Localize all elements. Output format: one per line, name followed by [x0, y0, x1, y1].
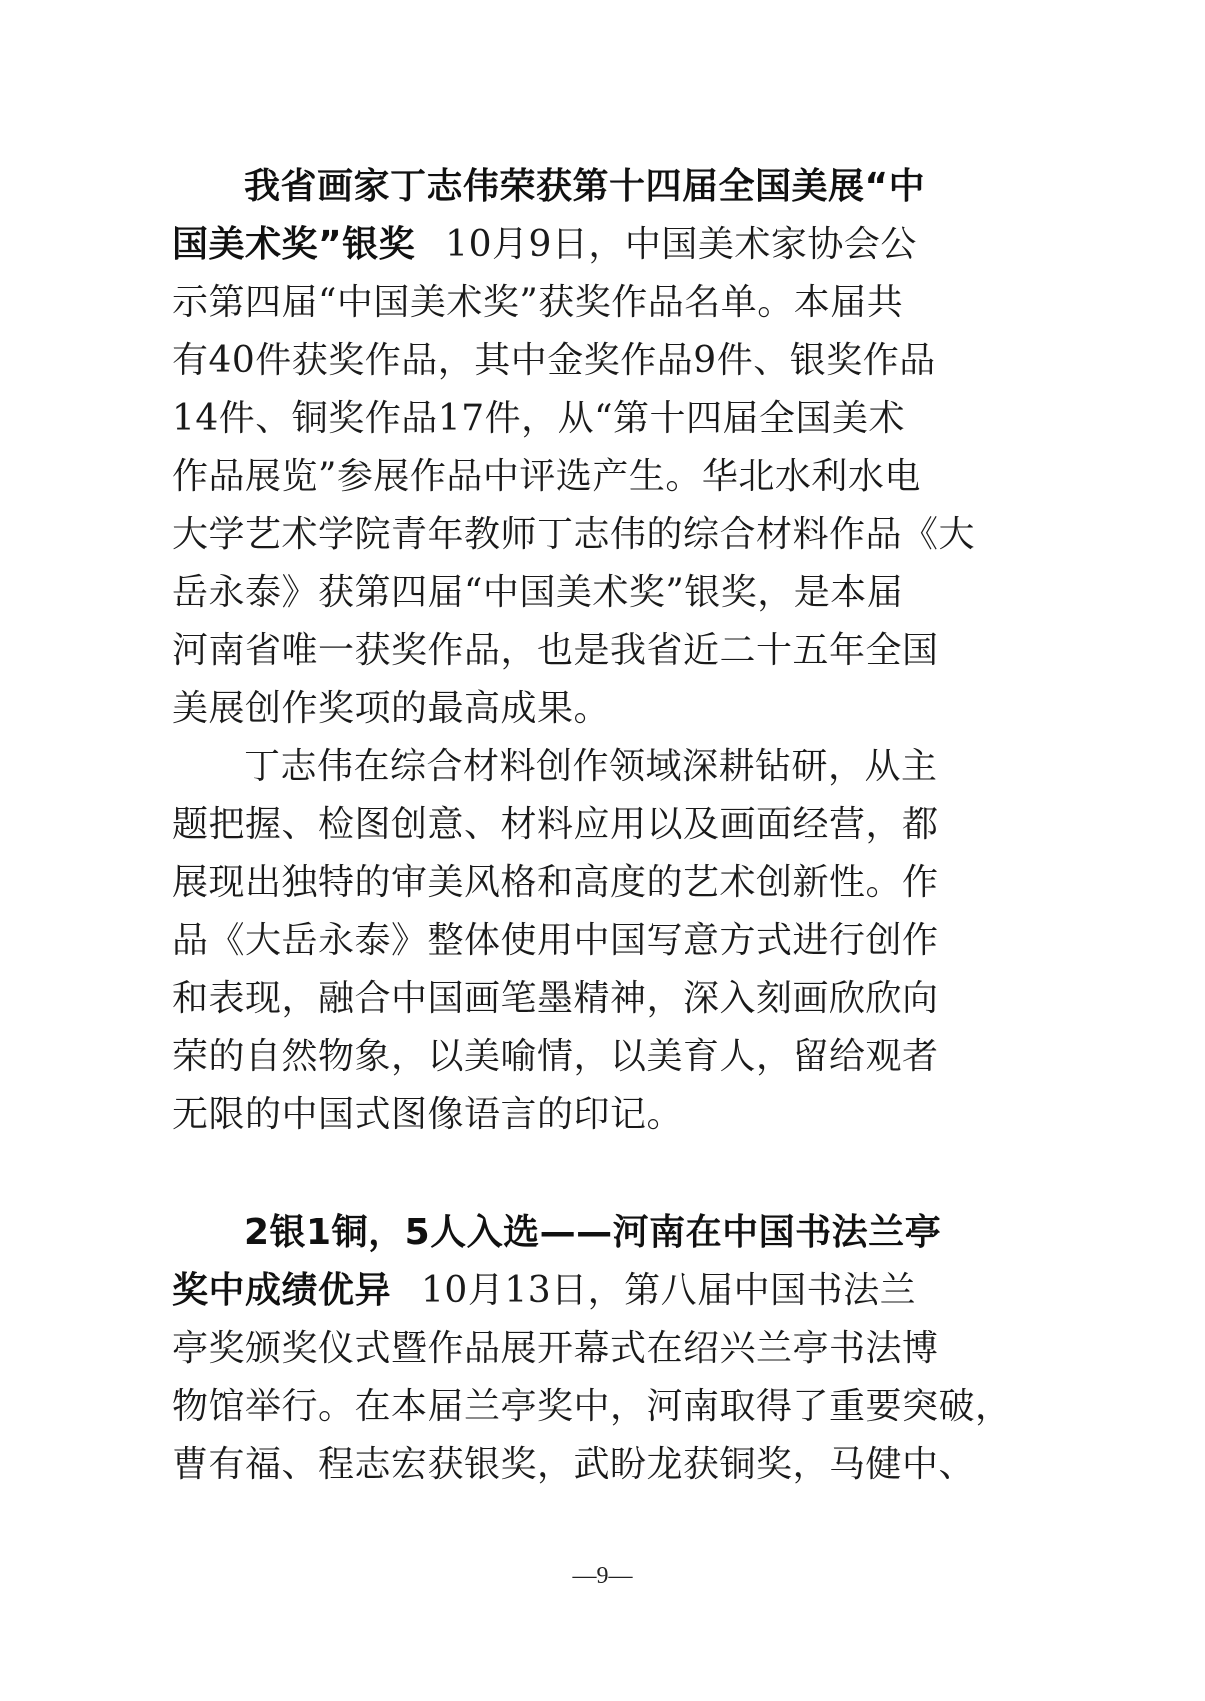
- article2-line1: [172, 1262, 942, 1320]
- body-text: 有40件获奖作品，其中金奖作品9件、银奖作品: [172, 340, 936, 381]
- body-text: 岳永泰》获第四届“中国美术奖”银奖，是本届: [172, 572, 904, 613]
- body-text: 作品展览”参展作品中评选产生。华北水利水电: [172, 456, 921, 497]
- body-text: 物馆举行。在本届兰亭奖中，河南取得了重要突破，: [172, 1386, 1012, 1427]
- body-text: 和表现，融合中国画笔墨精神，深入刻画欣欣向: [172, 978, 939, 1019]
- body-text: 丁志伟在综合材料创作领域深耕钻研，从主: [244, 746, 938, 787]
- body-text: 亭奖颁奖仪式暨作品展开幕式在绍兴兰亭书法博: [172, 1328, 939, 1369]
- article2-lead-text: 10月13日，第八届中国书法兰: [421, 1270, 917, 1311]
- article1-para2-line4: [172, 912, 942, 970]
- article2-headline-line1: [172, 1204, 942, 1262]
- article1-line8: [172, 622, 942, 680]
- article1-line5: [172, 448, 942, 506]
- body-text: 题把握、检图创意、材料应用以及画面经营，都: [172, 804, 939, 845]
- article2-headline-part2: 奖中成绩优异: [172, 1270, 392, 1311]
- article1-line1: [172, 216, 942, 274]
- article1-para2-line7: [172, 1086, 942, 1144]
- article1-line3: [172, 332, 942, 390]
- body-text: 大学艺术学院青年教师丁志伟的综合材料作品《大: [172, 514, 976, 555]
- body-text: 河南省唯一获奖作品，也是我省近二十五年全国: [172, 630, 939, 671]
- body-text: 荣的自然物象，以美喻情，以美育人，留给观者: [172, 1036, 939, 1077]
- body-text: 展现出独特的审美风格和高度的艺术创新性。作: [172, 862, 939, 903]
- article2-headline-part1: 2银1铜，5人入选——河南在中国书法兰亭: [244, 1212, 942, 1253]
- article1-para2-line6: [172, 1028, 942, 1086]
- article2-line4: [172, 1436, 976, 1494]
- article1-para2-line2: [172, 796, 942, 854]
- article1-lead-text: 10月9日，中国美术家协会公: [445, 224, 917, 265]
- body-text: 无限的中国式图像语言的印记。: [172, 1094, 684, 1135]
- article1-line7: [172, 564, 942, 622]
- section-gap: [172, 1144, 942, 1204]
- article1-para2-line1: [172, 738, 942, 796]
- article2-line3: [172, 1378, 1012, 1436]
- article1-para2-line5: [172, 970, 942, 1028]
- body-text: 曹有福、程志宏获银奖，武盼龙获铜奖，马健中、: [172, 1444, 976, 1485]
- article1-line6: [172, 506, 976, 564]
- article1-line4: [172, 390, 942, 448]
- article1-headline-part1: 我省画家丁志伟荣获第十四届全国美展“中: [244, 166, 926, 207]
- article1-para2-line3: [172, 854, 942, 912]
- body-text: 示第四届“中国美术奖”获奖作品名单。本届共: [172, 282, 904, 323]
- article1-line2: [172, 274, 942, 332]
- article2-line2: [172, 1320, 942, 1378]
- body-text: 品《大岳永泰》整体使用中国写意方式进行创作: [172, 920, 939, 961]
- page-number: —9—: [572, 1563, 633, 1589]
- document-page: [172, 158, 1012, 1494]
- article1-line9: [172, 680, 942, 738]
- body-text: 14件、铜奖作品17件，从“第十四届全国美术: [172, 398, 906, 439]
- article1-headline-part2: 国美术奖”银奖: [172, 224, 416, 265]
- body-text: 美展创作奖项的最高成果。: [172, 688, 611, 729]
- article1-headline-line1: [172, 158, 942, 216]
